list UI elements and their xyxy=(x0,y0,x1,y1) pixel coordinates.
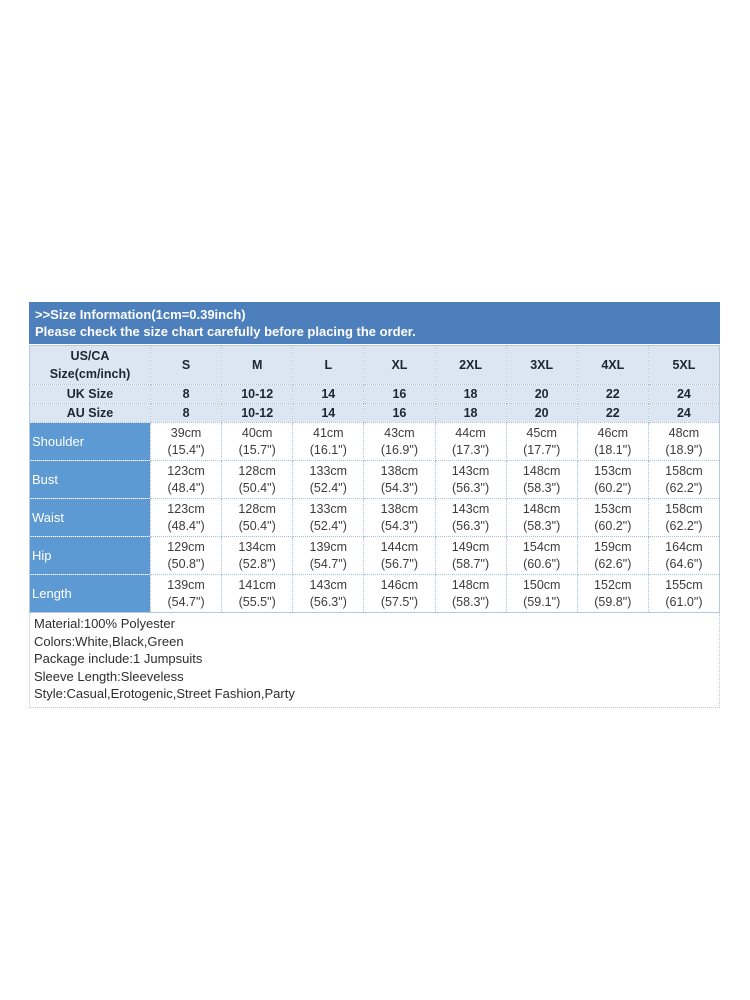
measure-cell xyxy=(364,537,435,575)
measure-cm-value: 123cm xyxy=(167,501,205,516)
measure-inch-value: (62.2") xyxy=(665,480,703,495)
measure-cm-value: 39cm xyxy=(170,425,202,440)
measure-inch-value: (56.3") xyxy=(309,594,347,609)
measure-inch-value: (15.4") xyxy=(167,442,205,457)
size-column-m: M xyxy=(222,346,293,385)
measure-inch-value: (58.3") xyxy=(523,480,561,495)
measure-cm-value: 138cm xyxy=(380,501,419,516)
measure-cm-value: 143cm xyxy=(451,501,490,516)
size-cell: 18 xyxy=(435,385,506,404)
size-info-title: >>Size Information(1cm=0.39inch) xyxy=(35,307,246,322)
measure-inch-value: (54.3") xyxy=(380,518,418,533)
measure-cm-value: 158cm xyxy=(665,501,703,516)
measure-cell xyxy=(293,499,364,537)
measure-inch-value: (59.1") xyxy=(523,594,561,609)
measure-cell xyxy=(364,423,435,461)
measure-row-label: Shoulder xyxy=(30,423,151,461)
corner-line-2: Size(cm/inch) xyxy=(49,367,131,381)
measure-cell xyxy=(506,537,577,575)
measure-inch-value: (55.5") xyxy=(238,594,276,609)
size-row-label: AU Size xyxy=(30,404,151,423)
measure-cell xyxy=(151,461,222,499)
size-column-5xl: 5XL xyxy=(648,346,719,385)
measure-row-label: Waist xyxy=(30,499,151,537)
measure-inch-value: (54.7") xyxy=(167,594,205,609)
measure-inch-value: (16.9") xyxy=(380,442,418,457)
measure-cell xyxy=(648,423,719,461)
measure-cm-value: 150cm xyxy=(522,577,561,592)
measure-cell xyxy=(293,537,364,575)
measure-inch-value: (18.1") xyxy=(594,442,632,457)
measure-row-label: Hip xyxy=(30,537,151,575)
info-line: Style:Casual,Erotogenic,Street Fashion,Party xyxy=(34,686,295,702)
measure-cm-value: 148cm xyxy=(451,577,490,592)
size-cell: 8 xyxy=(151,385,222,404)
size-cell: 16 xyxy=(364,385,435,404)
size-cell: 24 xyxy=(648,385,719,404)
measure-cm-value: 44cm xyxy=(455,425,486,440)
measure-cm-value: 148cm xyxy=(522,463,561,478)
measure-cell xyxy=(151,499,222,537)
measure-inch-value: (58.3") xyxy=(523,518,561,533)
measure-cell xyxy=(151,423,222,461)
size-info-header xyxy=(29,302,720,344)
measure-cm-value: 133cm xyxy=(309,501,348,516)
measure-row-length xyxy=(30,575,720,613)
measure-cell xyxy=(648,537,719,575)
info-line: Package include:1 Jumpsuits xyxy=(34,651,203,667)
measure-cm-value: 154cm xyxy=(522,539,561,554)
measure-cm-value: 129cm xyxy=(167,539,205,554)
measure-cm-value: 40cm xyxy=(241,425,273,440)
measure-cell xyxy=(364,499,435,537)
measure-cell xyxy=(506,575,577,613)
product-info xyxy=(29,613,720,708)
measure-cell xyxy=(577,499,648,537)
measure-cell xyxy=(222,537,293,575)
measure-inch-value: (62.6") xyxy=(594,556,632,571)
measure-cm-value: 41cm xyxy=(313,425,344,440)
measure-inch-value: (60.2") xyxy=(594,518,632,533)
measure-row-bust xyxy=(30,461,720,499)
measure-inch-value: (56.3") xyxy=(452,480,490,495)
measure-inch-value: (17.7") xyxy=(523,442,561,457)
measure-cell xyxy=(648,575,719,613)
size-column-l: L xyxy=(293,346,364,385)
measure-cell xyxy=(222,499,293,537)
measure-cm-value: 164cm xyxy=(665,539,703,554)
measure-cell xyxy=(293,423,364,461)
measure-cm-value: 128cm xyxy=(238,463,276,478)
measure-cm-value: 134cm xyxy=(238,539,276,554)
measure-cm-value: 158cm xyxy=(665,463,703,478)
size-info-subtitle: Please check the size chart carefully before placing the order. xyxy=(35,324,416,339)
measure-cm-value: 155cm xyxy=(665,577,703,592)
measure-inch-value: (56.7") xyxy=(380,556,418,571)
measure-cm-value: 43cm xyxy=(384,425,415,440)
size-header-corner xyxy=(30,346,151,385)
measure-cm-value: 153cm xyxy=(594,463,632,478)
measure-inch-value: (56.3") xyxy=(452,518,490,533)
measure-cell xyxy=(577,537,648,575)
measure-inch-value: (64.6") xyxy=(665,556,703,571)
measure-inch-value: (52.4") xyxy=(309,518,347,533)
size-table-head xyxy=(30,346,720,423)
size-header-row xyxy=(30,346,720,385)
measure-cm-value: 152cm xyxy=(594,577,632,592)
measure-inch-value: (50.4") xyxy=(238,518,276,533)
measure-row-hip xyxy=(30,537,720,575)
size-cell: 10-12 xyxy=(222,385,293,404)
measure-inch-value: (61.0") xyxy=(665,594,703,609)
size-cell: 24 xyxy=(648,404,719,423)
measure-cm-value: 141cm xyxy=(238,577,276,592)
size-column-4xl: 4XL xyxy=(577,346,648,385)
size-column-2xl: 2XL xyxy=(435,346,506,385)
measure-cell xyxy=(506,499,577,537)
measure-inch-value: (52.4") xyxy=(309,480,347,495)
measure-inch-value: (52.8") xyxy=(238,556,276,571)
size-cell: 10-12 xyxy=(222,404,293,423)
measure-cell xyxy=(435,537,506,575)
size-cell: 20 xyxy=(506,385,577,404)
measure-cell xyxy=(151,537,222,575)
measure-cell xyxy=(577,461,648,499)
corner-line-1: US/CA xyxy=(70,349,110,363)
measure-cell xyxy=(222,575,293,613)
measure-cell xyxy=(222,461,293,499)
measure-cm-value: 149cm xyxy=(451,539,490,554)
measure-inch-value: (16.1") xyxy=(309,442,347,457)
measure-inch-value: (48.4") xyxy=(167,480,205,495)
size-row-au-size xyxy=(30,404,720,423)
size-table xyxy=(29,345,720,613)
measure-cm-value: 138cm xyxy=(380,463,419,478)
measure-cm-value: 46cm xyxy=(597,425,629,440)
measure-cell xyxy=(506,423,577,461)
measure-cm-value: 133cm xyxy=(309,463,348,478)
measure-inch-value: (54.3") xyxy=(380,480,418,495)
measure-inch-value: (48.4") xyxy=(167,518,205,533)
measure-inch-value: (60.6") xyxy=(523,556,561,571)
info-line: Sleeve Length:Sleeveless xyxy=(34,668,184,684)
measure-cell xyxy=(293,575,364,613)
size-chart-sheet xyxy=(29,302,720,708)
measure-cell xyxy=(435,423,506,461)
size-cell: 18 xyxy=(435,404,506,423)
measure-inch-value: (15.7") xyxy=(238,442,276,457)
measure-inch-value: (50.4") xyxy=(238,480,276,495)
measure-cm-value: 148cm xyxy=(522,501,561,516)
measure-inch-value: (58.3") xyxy=(452,594,490,609)
measure-inch-value: (50.8") xyxy=(167,556,205,571)
measure-cell xyxy=(435,575,506,613)
measure-cell xyxy=(435,461,506,499)
size-cell: 8 xyxy=(151,404,222,423)
measure-inch-value: (59.8") xyxy=(594,594,632,609)
size-cell: 16 xyxy=(364,404,435,423)
measure-cm-value: 143cm xyxy=(451,463,490,478)
measure-cell xyxy=(577,575,648,613)
measure-row-waist xyxy=(30,499,720,537)
size-cell: 14 xyxy=(293,385,364,404)
size-cell: 14 xyxy=(293,404,364,423)
measure-cell xyxy=(435,499,506,537)
size-column-s: S xyxy=(151,346,222,385)
measure-inch-value: (17.3") xyxy=(452,442,490,457)
measure-cell xyxy=(648,499,719,537)
size-cell: 22 xyxy=(577,385,648,404)
measure-cm-value: 45cm xyxy=(526,425,557,440)
measure-cell xyxy=(577,423,648,461)
info-line: Material:100% Polyester xyxy=(34,616,175,631)
measure-cm-value: 123cm xyxy=(167,463,205,478)
size-column-3xl: 3XL xyxy=(506,346,577,385)
measure-inch-value: (18.9") xyxy=(665,442,703,457)
measure-cm-value: 146cm xyxy=(380,577,419,592)
measure-cell xyxy=(151,575,222,613)
measure-inch-value: (60.2") xyxy=(594,480,632,495)
measure-inch-value: (58.7") xyxy=(452,556,490,571)
measure-cell xyxy=(364,575,435,613)
measure-cm-value: 139cm xyxy=(309,539,348,554)
info-line: Colors:White,Black,Green xyxy=(34,633,184,649)
measure-cell xyxy=(364,461,435,499)
measure-cell xyxy=(293,461,364,499)
measure-row-label: Bust xyxy=(30,461,151,499)
measure-cm-value: 159cm xyxy=(594,539,632,554)
measure-row-label: Length xyxy=(30,575,151,613)
measure-cm-value: 139cm xyxy=(167,577,205,592)
measure-cell xyxy=(506,461,577,499)
size-column-xl: XL xyxy=(364,346,435,385)
measure-inch-value: (62.2") xyxy=(665,518,703,533)
measure-cm-value: 143cm xyxy=(309,577,348,592)
size-row-label: UK Size xyxy=(30,385,151,404)
measure-cell xyxy=(648,461,719,499)
measure-cell xyxy=(222,423,293,461)
measure-cm-value: 48cm xyxy=(668,425,700,440)
measure-cm-value: 128cm xyxy=(238,501,276,516)
size-cell: 22 xyxy=(577,404,648,423)
size-row-uk-size xyxy=(30,385,720,404)
measure-cm-value: 144cm xyxy=(380,539,419,554)
measure-cm-value: 153cm xyxy=(594,501,632,516)
measure-inch-value: (54.7") xyxy=(309,556,347,571)
size-table-body xyxy=(30,423,720,613)
measure-row-shoulder xyxy=(30,423,720,461)
size-cell: 20 xyxy=(506,404,577,423)
measure-inch-value: (57.5") xyxy=(380,594,418,609)
